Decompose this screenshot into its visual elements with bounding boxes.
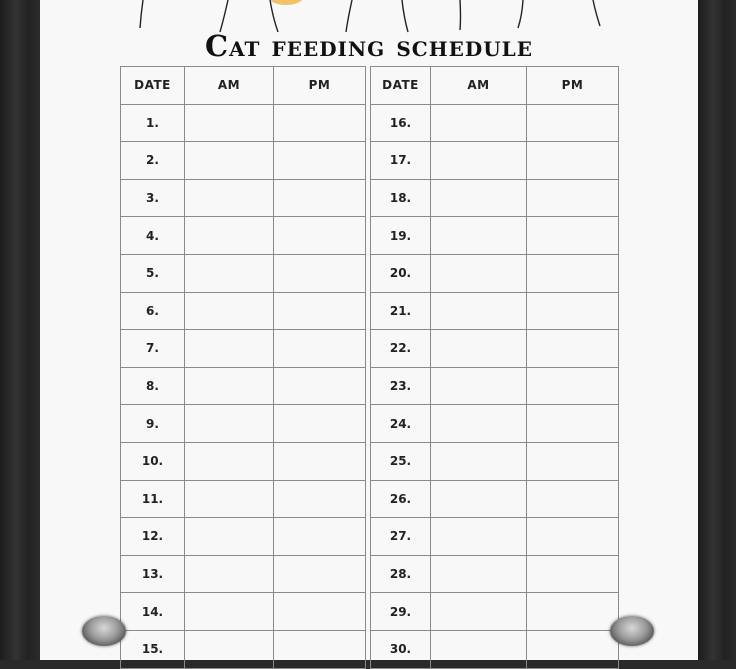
am-column-header: AM xyxy=(185,67,274,105)
table-row xyxy=(371,254,619,292)
table-row xyxy=(371,442,619,480)
clipboard-edge-left xyxy=(0,0,40,660)
pm-entry-cell[interactable] xyxy=(527,630,619,668)
day-number: 15. xyxy=(121,630,185,668)
pm-entry-cell[interactable] xyxy=(527,442,619,480)
pm-entry-cell[interactable] xyxy=(527,405,619,443)
day-number: 18. xyxy=(371,179,431,217)
pm-entry-cell[interactable] xyxy=(274,104,366,142)
pm-entry-cell[interactable] xyxy=(274,367,366,405)
am-entry-cell[interactable] xyxy=(185,518,274,556)
pm-entry-cell[interactable] xyxy=(274,593,366,631)
table-row xyxy=(371,405,619,443)
day-number: 4. xyxy=(121,217,185,255)
header-row xyxy=(121,67,366,105)
table-row xyxy=(121,480,366,518)
am-entry-cell[interactable] xyxy=(185,442,274,480)
am-entry-cell[interactable] xyxy=(185,593,274,631)
table-row xyxy=(371,593,619,631)
pm-entry-cell[interactable] xyxy=(274,555,366,593)
day-number: 13. xyxy=(121,555,185,593)
table-row xyxy=(121,630,366,668)
day-number: 20. xyxy=(371,254,431,292)
table-row xyxy=(371,330,619,368)
day-number: 6. xyxy=(121,292,185,330)
am-entry-cell[interactable] xyxy=(431,593,527,631)
pm-entry-cell[interactable] xyxy=(274,179,366,217)
table-row xyxy=(371,142,619,180)
pm-entry-cell[interactable] xyxy=(527,367,619,405)
table-row xyxy=(121,142,366,180)
pm-entry-cell[interactable] xyxy=(274,142,366,180)
table-row xyxy=(371,292,619,330)
table-row xyxy=(371,480,619,518)
pm-entry-cell[interactable] xyxy=(274,630,366,668)
pm-entry-cell[interactable] xyxy=(527,480,619,518)
am-entry-cell[interactable] xyxy=(431,254,527,292)
pm-entry-cell[interactable] xyxy=(274,217,366,255)
table-row xyxy=(371,104,619,142)
am-entry-cell[interactable] xyxy=(431,292,527,330)
page-title: Cat feeding schedule xyxy=(205,29,533,63)
am-entry-cell[interactable] xyxy=(185,179,274,217)
day-number: 17. xyxy=(371,142,431,180)
am-entry-cell[interactable] xyxy=(431,555,527,593)
pm-entry-cell[interactable] xyxy=(274,330,366,368)
table-row xyxy=(371,217,619,255)
pm-entry-cell[interactable] xyxy=(527,104,619,142)
am-entry-cell[interactable] xyxy=(185,104,274,142)
day-number: 9. xyxy=(121,405,185,443)
day-number: 2. xyxy=(121,142,185,180)
pm-entry-cell[interactable] xyxy=(274,254,366,292)
pm-entry-cell[interactable] xyxy=(274,405,366,443)
table-row xyxy=(121,555,366,593)
am-entry-cell[interactable] xyxy=(185,217,274,255)
date-column-header: DATE xyxy=(121,67,185,105)
am-entry-cell[interactable] xyxy=(431,630,527,668)
day-number: 14. xyxy=(121,593,185,631)
binder-ring-left xyxy=(82,616,126,646)
am-entry-cell[interactable] xyxy=(185,555,274,593)
am-entry-cell[interactable] xyxy=(431,518,527,556)
table-row xyxy=(121,405,366,443)
pm-entry-cell[interactable] xyxy=(527,254,619,292)
am-entry-cell[interactable] xyxy=(431,142,527,180)
am-entry-cell[interactable] xyxy=(185,630,274,668)
table-row xyxy=(371,518,619,556)
table-row xyxy=(121,330,366,368)
day-number: 26. xyxy=(371,480,431,518)
am-column-header: AM xyxy=(431,67,527,105)
day-number: 11. xyxy=(121,480,185,518)
table-row xyxy=(371,555,619,593)
day-number: 27. xyxy=(371,518,431,556)
am-entry-cell[interactable] xyxy=(431,442,527,480)
pm-entry-cell[interactable] xyxy=(274,518,366,556)
pm-column-header: PM xyxy=(274,67,366,105)
day-number: 23. xyxy=(371,367,431,405)
date-column-header: DATE xyxy=(371,67,431,105)
day-number: 5. xyxy=(121,254,185,292)
pm-entry-cell[interactable] xyxy=(527,217,619,255)
pm-entry-cell[interactable] xyxy=(527,593,619,631)
day-number: 12. xyxy=(121,518,185,556)
day-number: 25. xyxy=(371,442,431,480)
am-entry-cell[interactable] xyxy=(431,480,527,518)
day-number: 10. xyxy=(121,442,185,480)
am-entry-cell[interactable] xyxy=(431,217,527,255)
table-row xyxy=(121,292,366,330)
day-number: 30. xyxy=(371,630,431,668)
pm-entry-cell[interactable] xyxy=(527,555,619,593)
am-entry-cell[interactable] xyxy=(185,292,274,330)
table-row xyxy=(121,254,366,292)
pm-entry-cell[interactable] xyxy=(527,292,619,330)
am-entry-cell[interactable] xyxy=(185,142,274,180)
day-number: 19. xyxy=(371,217,431,255)
pm-entry-cell[interactable] xyxy=(274,442,366,480)
schedule-sheet xyxy=(40,0,698,660)
am-entry-cell[interactable] xyxy=(185,367,274,405)
table-row xyxy=(121,367,366,405)
day-number: 22. xyxy=(371,330,431,368)
am-entry-cell[interactable] xyxy=(185,480,274,518)
day-number: 8. xyxy=(121,367,185,405)
pm-entry-cell[interactable] xyxy=(274,480,366,518)
pm-entry-cell[interactable] xyxy=(527,179,619,217)
am-entry-cell[interactable] xyxy=(185,405,274,443)
table-row xyxy=(371,367,619,405)
pm-entry-cell[interactable] xyxy=(527,330,619,368)
clipboard-edge-right xyxy=(698,0,736,660)
am-entry-cell[interactable] xyxy=(431,367,527,405)
pm-entry-cell[interactable] xyxy=(527,142,619,180)
pm-column-header: PM xyxy=(527,67,619,105)
am-entry-cell[interactable] xyxy=(431,330,527,368)
day-number: 1. xyxy=(121,104,185,142)
table-row xyxy=(371,179,619,217)
table-row xyxy=(121,518,366,556)
pm-entry-cell[interactable] xyxy=(527,518,619,556)
schedule-table-right xyxy=(370,66,619,669)
table-row xyxy=(121,179,366,217)
binder-ring-right xyxy=(610,616,654,646)
pm-entry-cell[interactable] xyxy=(274,292,366,330)
am-entry-cell[interactable] xyxy=(431,104,527,142)
table-row xyxy=(121,593,366,631)
am-entry-cell[interactable] xyxy=(185,254,274,292)
day-number: 21. xyxy=(371,292,431,330)
table-row xyxy=(371,630,619,668)
day-number: 29. xyxy=(371,593,431,631)
day-number: 7. xyxy=(121,330,185,368)
am-entry-cell[interactable] xyxy=(431,405,527,443)
schedule-table-left xyxy=(120,66,366,669)
day-number: 28. xyxy=(371,555,431,593)
am-entry-cell[interactable] xyxy=(431,179,527,217)
header-row xyxy=(371,67,619,105)
day-number: 24. xyxy=(371,405,431,443)
am-entry-cell[interactable] xyxy=(185,330,274,368)
day-number: 3. xyxy=(121,179,185,217)
table-row xyxy=(121,217,366,255)
table-row xyxy=(121,104,366,142)
day-number: 16. xyxy=(371,104,431,142)
table-row xyxy=(121,442,366,480)
